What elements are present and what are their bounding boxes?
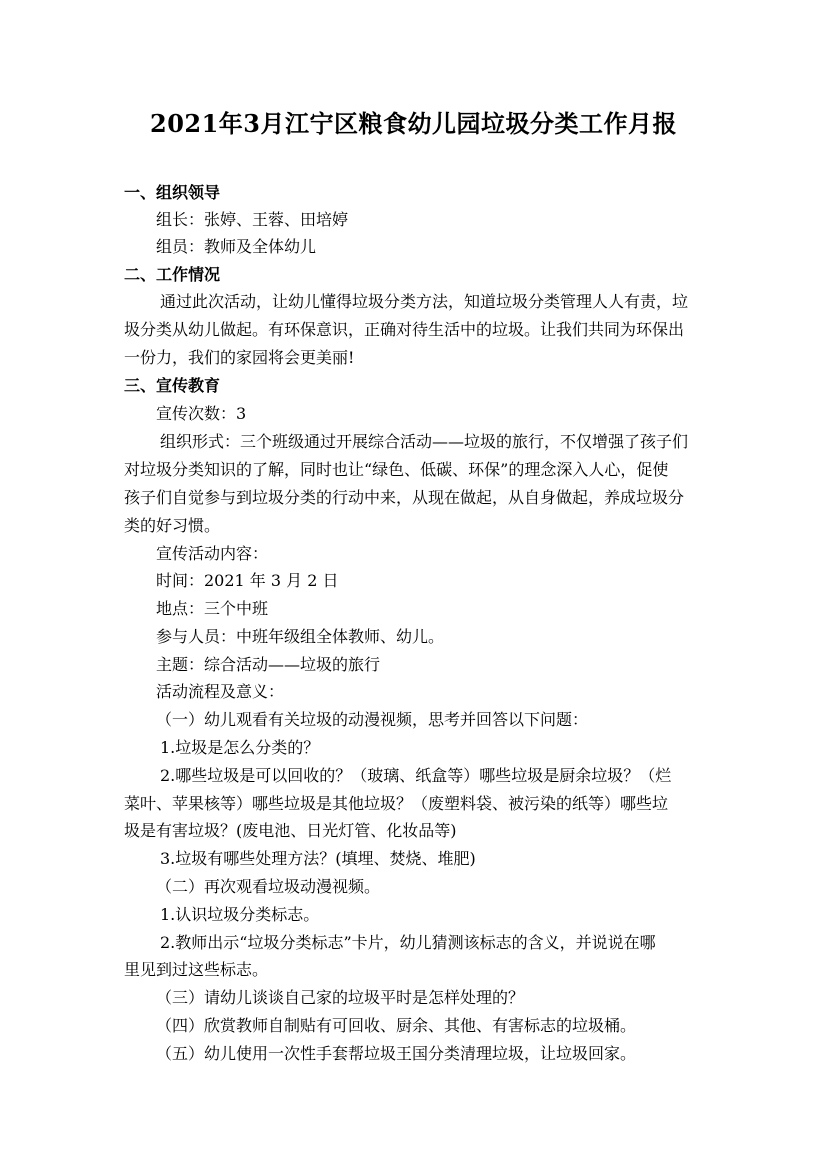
question-three: 3.垃圾有哪些处理方法？(填埋、焚烧、堆肥) [160,849,476,868]
step-two-item-two-line: 2.教师出示“垃圾分类标志”卡片，幼儿猜测该标志的含义，并说说在哪 [160,933,656,952]
step-two: （二）再次观看垃圾动漫视频。 [156,877,381,896]
question-two-line: 圾是有害垃圾？(废电池、日光灯管、化妆品等) [124,821,457,840]
members-line: 组员：教师及全体幼儿 [156,237,317,256]
publicity-count: 宣传次数：3 [156,404,247,423]
work-para-line: 圾分类从幼儿做起。有环保意识，正确对待生活中的垃圾。让我们共同为环保出 [124,320,685,339]
step-four: （四）欣赏教师自制贴有可回收、厨余、其他、有害标志的垃圾桶。 [156,1016,637,1035]
content-label: 宣传活动内容： [156,544,269,563]
participants-line: 参与人员：中班年级组全体教师、幼儿。 [156,627,445,646]
leader-line: 组长：张婷、王蓉、田培婷 [156,210,349,229]
question-one: 1.垃圾是怎么分类的？ [160,738,320,757]
step-two-item-two-line: 里见到过这些标志。 [124,960,269,979]
form-para-line: 对垃圾分类知识的了解，同时也让“绿色、低碳、环保”的理念深入人心，促使 [124,460,669,479]
time-line: 时间：2021 年 3 月 2 日 [156,571,339,590]
step-one: （一）幼儿观看有关垃圾的动漫视频，思考并回答以下问题： [156,710,589,729]
work-para-line: 一份力，我们的家园将会更美丽! [124,348,355,367]
process-label: 活动流程及意义： [156,682,285,701]
place-line: 地点：三个中班 [156,599,269,618]
form-para-line: 组织形式：三个班级通过开展综合活动——垃圾的旅行，不仅增强了孩子们 [160,432,689,451]
section-heading-publicity: 三、宣传教育 [124,376,221,395]
step-two-item-one: 1.认识垃圾分类标志。 [160,905,320,924]
section-heading-organization: 一、组织领导 [124,183,221,202]
section-heading-work: 二、工作情况 [124,265,221,284]
question-two-line: 2.哪些垃圾是可以回收的？（玻璃、纸盒等）哪些垃圾是厨余垃圾？（烂 [160,766,672,785]
question-two-line: 菜叶、苹果核等）哪些垃圾是其他垃圾？（废塑料袋、被污染的纸等）哪些垃 [124,794,669,813]
step-five: （五）幼儿使用一次性手套帮垃圾王国分类清理垃圾，让垃圾回家。 [156,1044,637,1063]
work-para-line: 通过此次活动，让幼儿懂得垃圾分类方法，知道垃圾分类管理人人有责，垃 [160,292,689,311]
theme-line: 主题：综合活动——垃圾的旅行 [156,655,381,674]
form-para-line: 类的好习惯。 [124,516,221,535]
document-title: 2021年3月江宁区粮食幼儿园垃圾分类工作月报 [150,109,677,138]
form-para-line: 孩子们自觉参与到垃圾分类的行动中来，从现在做起，从自身做起，养成垃圾分 [124,488,685,507]
step-three: （三）请幼儿谈谈自己家的垃圾平时是怎样处理的？ [156,988,525,1007]
